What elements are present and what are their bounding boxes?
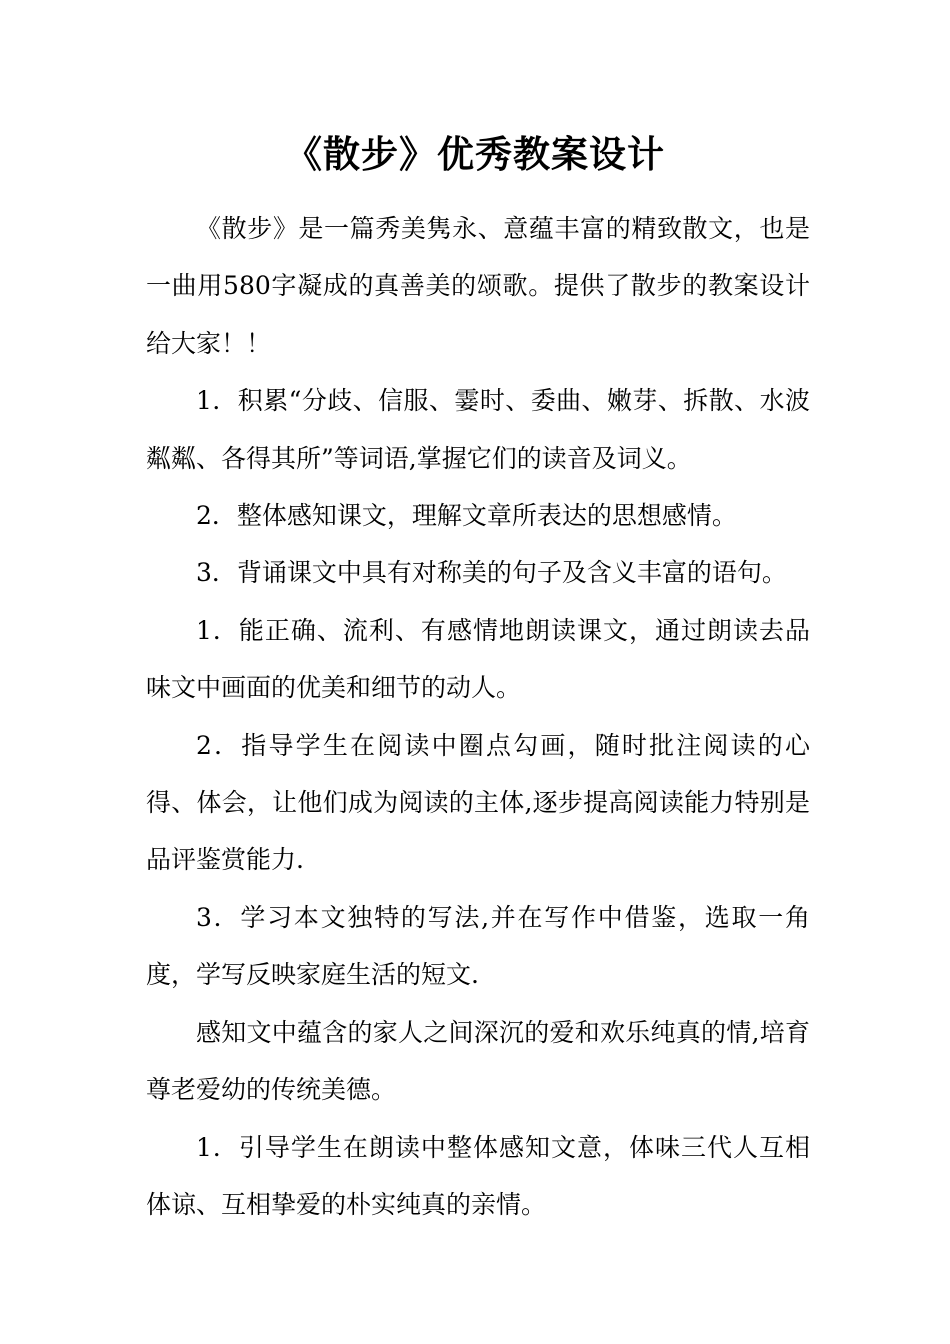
document-body <box>146 200 810 1233</box>
paragraph-ability-2: 2．指导学生在阅读中圈点勾画，随时批注阅读的心得、体会，让他们成为阅读的主体,逐步提高阅读能力特别是品评鉴赏能力. <box>146 730 810 875</box>
paragraph-ability-3: 3．学习本文独特的写法,并在写作中借鉴，选取一角度，学写反映家庭生活的短文. <box>146 902 810 990</box>
document-title: 《散步》优秀教案设计 <box>285 132 665 176</box>
paragraph-intro: 《散步》是一篇秀美隽永、意蕴丰富的精致散文，也是一曲用580字凝成的真善美的颂歌。提供了散步的教案设计给大家！！ <box>146 214 810 358</box>
paragraph-goal-1: 1．积累“分歧、信服、霎时、委曲、嫩芽、拆散、水波粼粼、各得其所”等词语,掌握它们的读音及词义。 <box>146 386 810 473</box>
paragraph-goal-2: 2．整体感知课文，理解文章所表达的思想感情。 <box>196 501 737 531</box>
paragraph-focus-1: 1．引导学生在朗读中整体感知文意，体味三代人互相体谅、互相挚爱的朴实纯真的亲情。 <box>146 1132 810 1219</box>
paragraph-goal-3: 3．背诵课文中具有对称美的句子及含义丰富的语句。 <box>196 558 787 588</box>
paragraph-emotion: 感知文中蕴含的家人之间深沉的爱和欢乐纯真的情,培育尊老爱幼的传统美德。 <box>146 1017 810 1105</box>
paragraph-ability-1: 1．能正确、流利、有感情地朗读课文，通过朗读去品味文中画面的优美和细节的动人。 <box>146 615 810 703</box>
